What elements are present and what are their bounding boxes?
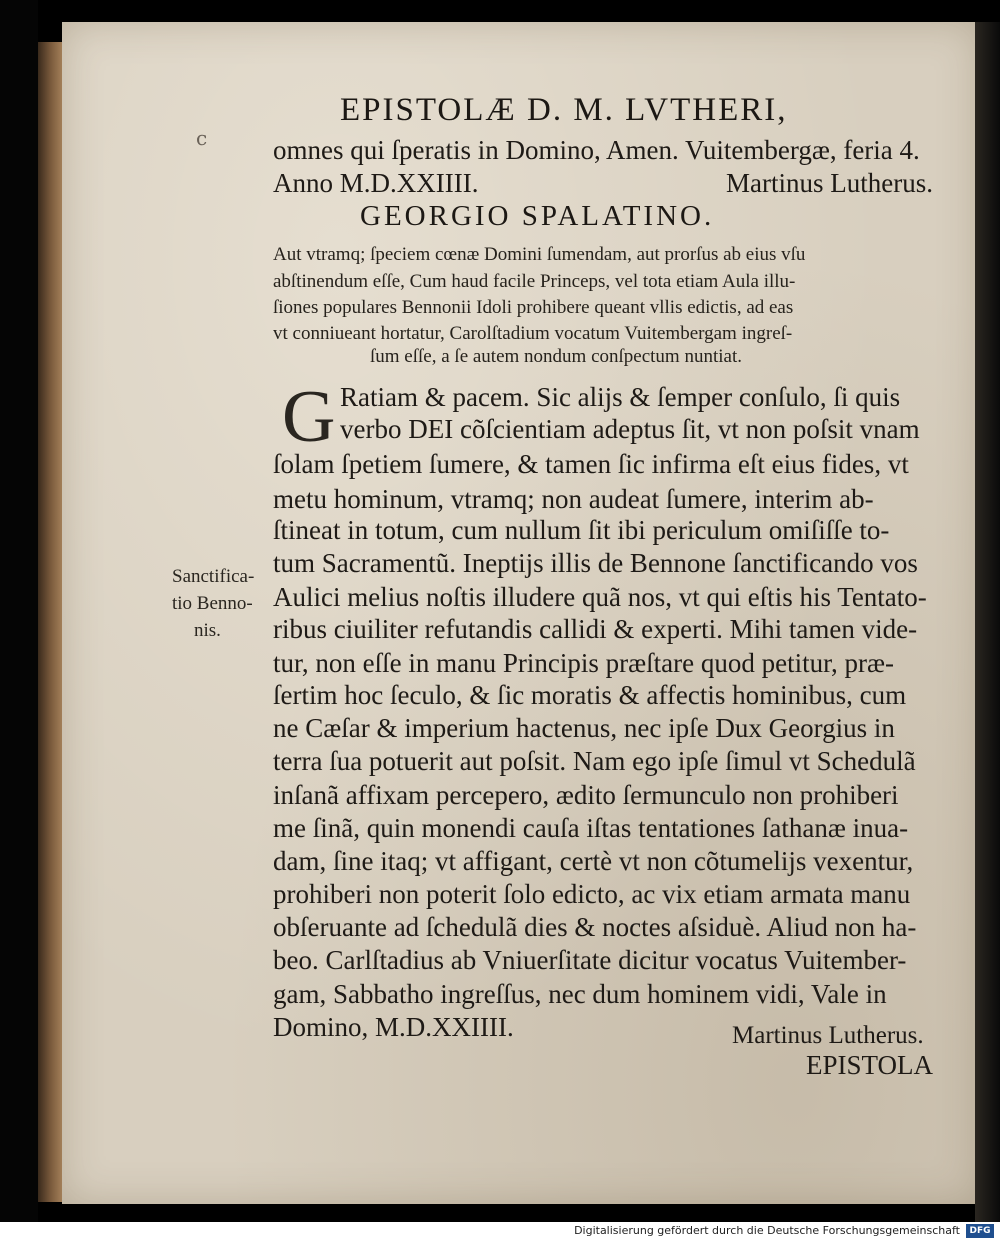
closing-line-1: omnes qui ſperatis in Domino, Amen. Vuitembergæ, feria 4. (273, 135, 920, 165)
scan-border-left (0, 0, 38, 1222)
funding-credit: Digitalisierung gefördert durch die Deutsche Forschungsgemeinschaft (574, 1224, 960, 1237)
body-line: dam, ſine itaq; vt affigant, certè vt non cõtumelijs vexentur, (273, 846, 914, 876)
body-line: metu hominum, vtramq; non audeat ſumere, interim ab- (273, 484, 874, 514)
letter-heading: GEORGIO SPALATINO. (360, 200, 715, 232)
body-line: beo. Carlſtadius ab Vniuerſitate dicitur vocatus Vuitember- (273, 945, 907, 975)
body-line: inſanã affixam percepero, ædito ſermunculo non prohiberi (273, 780, 899, 810)
marginal-note-line: nis. (194, 620, 221, 641)
argument-line: Aut vtramq; ſpeciem cœnæ Domini ſumendam, aut prorſus ab eius vſu (273, 244, 806, 265)
body-line: terra ſua potuerit aut poſsit. Nam ego ipſe ſimul vt Schedulã (273, 746, 916, 776)
body-line: Domino, M.D.XXIIII. (273, 1012, 514, 1042)
closing-signature: Martinus Lutherus. (726, 168, 933, 198)
body-line: me ſinã, quin monendi cauſa iſtas tentationes ſathanæ inua- (273, 813, 909, 843)
argument-line: abſtinendum eſſe, Cum haud facile Princeps, vel tota etiam Aula illu- (273, 271, 796, 292)
catchword: EPISTOLA (806, 1050, 934, 1080)
body-line: tum Sacramentũ. Ineptijs illis de Bennone ſanctificando vos (273, 548, 918, 578)
body-line: gam, Sabbatho ingreſſus, nec dum hominem vidi, Vale in (273, 979, 887, 1009)
body-line: ſtineat in totum, cum nullum ſit ibi periculum omiſiſſe to- (273, 515, 890, 545)
argument-line: vt conniueant hortatur, Carolſtadium vocatum Vuitembergam ingreſ- (273, 323, 793, 344)
letter-signature: Martinus Lutherus. (732, 1022, 924, 1049)
closing-date: Anno M.D.XXIIII. (273, 168, 479, 198)
body-line: Ratiam & pacem. Sic alijs & ſemper conſulo, ſi quis (340, 382, 901, 412)
stray-ink-mark: c (196, 126, 208, 150)
body-line: prohiberi non poterit ſolo edicto, ac vix etiam armata manu (273, 879, 911, 909)
body-line: ribus ciuiliter refutandis callidi & experti. Mihi tamen vide- (273, 614, 918, 644)
body-line: Aulici melius noſtis illudere quã nos, vt qui eſtis his Tentato- (273, 582, 927, 612)
body-line: obſeruante ad ſchedulã dies & noctes aſsiduè. Aliud non ha- (273, 912, 917, 942)
argument-line: ſum eſſe, a ſe autem nondum conſpectum nuntiat. (370, 346, 742, 367)
closing-line-2 (273, 168, 933, 199)
scan-shadow-right (975, 22, 1000, 1222)
marginal-note-line: tio Benno- (172, 593, 253, 614)
body-line: ne Cæſar & imperium hactenus, nec ipſe Dux Georgius in (273, 713, 895, 743)
argument-line: ſiones populares Bennonii Idoli prohibere queant vllis edictis, ad eas (273, 297, 794, 318)
drop-cap: G (282, 376, 336, 458)
marginal-note-line: Sanctifica- (172, 566, 255, 587)
running-head: EPISTOLÆ D. M. LVTHERI, (340, 92, 788, 128)
body-line: tur, non eſſe in manu Principis præſtare quod petitur, præ- (273, 648, 894, 678)
dfg-logo-icon: DFG (966, 1224, 994, 1238)
body-line: verbo DEI cõſcientiam adeptus ſit, vt non poſsit vnam (340, 414, 920, 444)
body-line: ſolam ſpetiem ſumere, & tamen ſic infirma eſt eius fides, vt (273, 449, 909, 479)
body-line: ſertim hoc ſeculo, & ſic moratis & affectis hominibus, cum (273, 680, 907, 710)
